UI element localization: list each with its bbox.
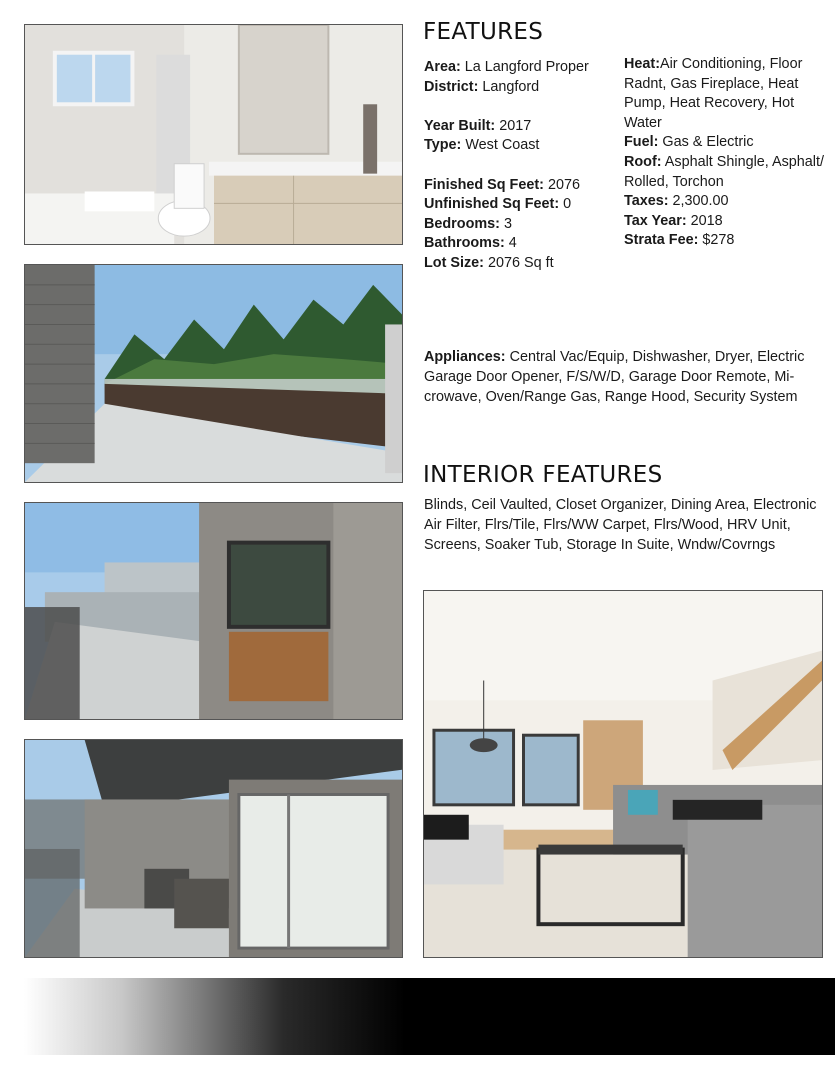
feature-area: Area: La Langford Proper [424, 59, 589, 75]
appliances-paragraph [424, 348, 824, 407]
features-right-column [624, 55, 829, 251]
feature-roof: Roof: Asphalt Shingle, Asphalt/ Rolled, Torchon [624, 153, 824, 190]
balcony-photo [24, 264, 403, 483]
feature-lot-size: Lot Size: 2076 Sq ft [424, 254, 554, 271]
appliances-label: Appliances: [424, 349, 506, 365]
bathroom-photo [24, 24, 403, 245]
living-room-photo [423, 590, 823, 958]
interior-features-text: Blinds, Ceil Vaulted, Closet Organizer, Dining Area, Electronic Air Filter, Flrs/Tile, Flrs/WW Carpet, Flrs/Wood, HRV Unit, Screens, Soaker Tub, Storage In Suite, Wndw/Covrngs [424, 497, 817, 553]
interior-features-heading: INTERIOR FEATURES [423, 462, 663, 488]
feature-type: Type: West Coast [424, 137, 540, 154]
feature-strata-fee: Strata Fee: $278 [624, 232, 735, 249]
feature-heat: Heat:Air Conditioning, Floor Radnt, Gas Fireplace, Heat Pump, Heat Recovery, Hot Water [624, 56, 803, 131]
feature-year-built: Year Built: 2017 [424, 117, 532, 134]
appliances-value: Central Vac/Equip, Dishwasher, Dryer, Electric Garage Door Opener, F/S/W/D, Garage Door Remote, Mi-crowave, Oven/Range Gas, Range Hood, Security System [424, 349, 805, 405]
features-heading: FEATURES [423, 19, 544, 45]
feature-finished-sqft: Finished Sq Feet: 2076 [424, 176, 580, 193]
feature-fuel: Fuel: Gas & Electric [624, 134, 754, 151]
feature-taxes: Taxes: 2,300.00 [624, 193, 729, 210]
footer-gradient-band [24, 978, 835, 1055]
feature-tax-year: Tax Year: 2018 [624, 212, 723, 229]
feature-district: District: Langford [424, 78, 540, 95]
feature-bedrooms: Bedrooms: 3 [424, 215, 512, 232]
rooftop-deck-photo [24, 502, 403, 720]
feature-unfinished-sqft: Unfinished Sq Feet: 0 [424, 196, 572, 213]
covered-patio-photo [24, 739, 403, 958]
feature-bathrooms: Bathrooms: 4 [424, 235, 517, 252]
features-left-column [424, 58, 614, 274]
